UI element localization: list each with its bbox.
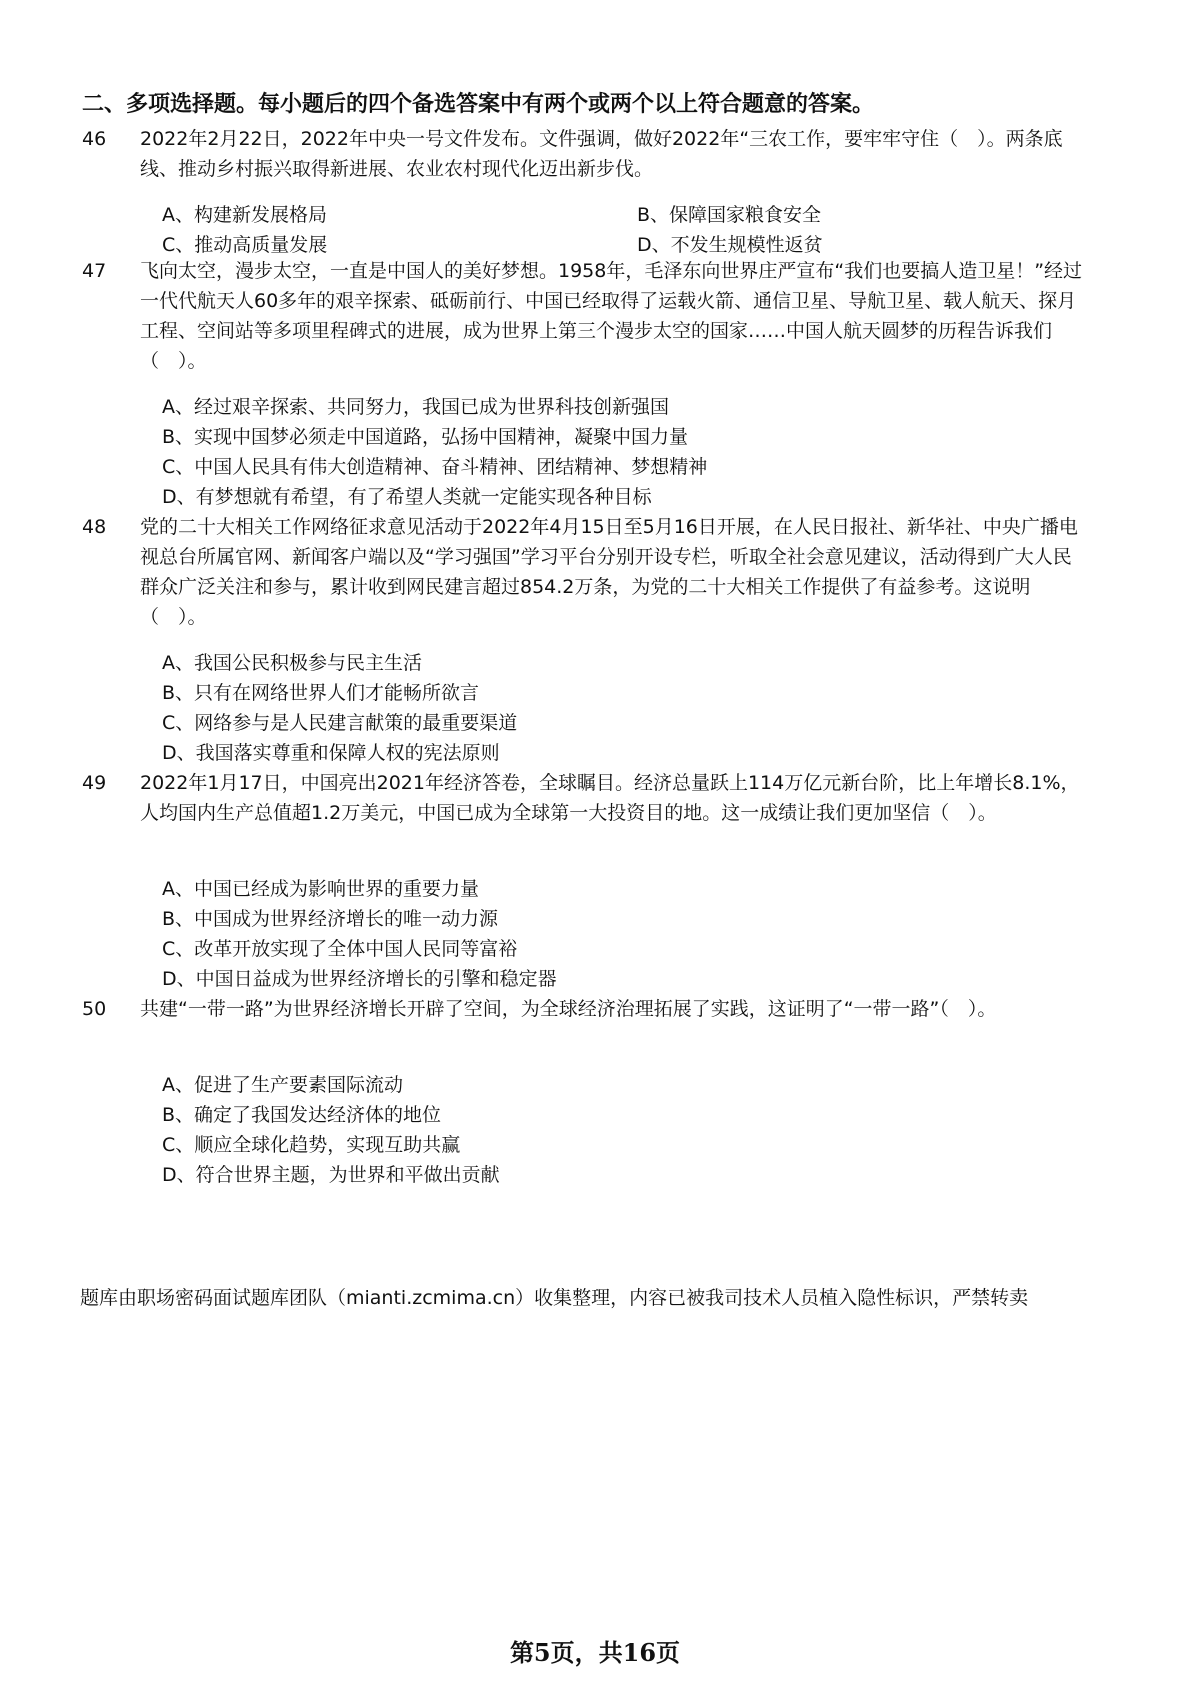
- option-b: B、确定了我国发达经济体的地位: [162, 1104, 442, 1126]
- option-a: A、中国已经成为影响世界的重要力量: [162, 878, 479, 900]
- option-a: A、促进了生产要素国际流动: [162, 1074, 403, 1096]
- question-number: 49: [82, 772, 107, 794]
- option-a: A、我国公民积极参与民主生活: [162, 652, 422, 674]
- option-c: C、推动高质量发展: [162, 234, 328, 256]
- footer-note: 题库由职场密码面试题库团队（mianti.zcmima.cn）收集整理，内容已被我司技术人员植入隐性标识，严禁转卖: [80, 1287, 1029, 1309]
- option-d: D、中国日益成为世界经济增长的引擎和稳定器: [162, 968, 557, 990]
- option-c: C、顺应全球化趋势，实现互助共赢: [162, 1134, 461, 1156]
- question-number: 46: [82, 128, 107, 150]
- option-c: C、中国人民具有伟大创造精神、奋斗精神、团结精神、梦想精神: [162, 456, 708, 478]
- option-b: B、实现中国梦必须走中国道路，弘扬中国精神，凝聚中国力量: [162, 426, 689, 448]
- question-stem: 共建“一带一路”为世界经济增长开辟了空间，为全球经济治理拓展了实践，这证明了“一带一路”（ ）。: [140, 998, 997, 1020]
- question-number: 48: [82, 516, 107, 538]
- option-d: D、有梦想就有希望，有了希望人类就一定能实现各种目标: [162, 486, 652, 508]
- option-a: A、经过艰辛探索、共同努力，我国已成为世界科技创新强国: [162, 396, 669, 418]
- option-b: B、中国成为世界经济增长的唯一动力源: [162, 908, 499, 930]
- question-number: 50: [82, 998, 107, 1020]
- option-b: B、只有在网络世界人们才能畅所欲言: [162, 682, 480, 704]
- option-d: D、符合世界主题，为世界和平做出贡献: [162, 1164, 500, 1186]
- option-d: D、不发生规模性返贫: [637, 234, 823, 256]
- option-b: B、保障国家粮食安全: [637, 204, 822, 226]
- question-stem: 飞向太空，漫步太空，一直是中国人的美好梦想。1958年，毛泽东向世界庄严宣布“我们也要搞人造卫星！”经过一代代航天人60多年的艰辛探索、砥砺前行、中国已经取得了运载火箭、通信卫星、导航卫星、载人航天、探月工程、空间站等多项里程碑式的进展，成为世界上第三个漫步太空的国家……中国人航天圆梦的历程告诉我们（ ）。: [140, 260, 1083, 372]
- question-stem: 党的二十大相关工作网络征求意见活动于2022年4月15日至5月16日开展，在人民日报社、新华社、中央广播电视总台所属官网、新闻客户端以及“学习强国”学习平台分别开设专栏，听取全社会意见建议，活动得到广大人民群众广泛关注和参与，累计收到网民建言超过854.2万条，为党的二十大相关工作提供了有益参考。这说明（ ）。: [140, 516, 1078, 628]
- question-number: 47: [82, 260, 107, 282]
- option-c: C、改革开放实现了全体中国人民同等富裕: [162, 938, 518, 960]
- option-a: A、构建新发展格局: [162, 204, 327, 226]
- option-c: C、网络参与是人民建言献策的最重要渠道: [162, 712, 518, 734]
- page-number: 第5页，共16页: [509, 1638, 681, 1667]
- question-stem: 2022年2月22日，2022年中央一号文件发布。文件强调，做好2022年“三农工作，要牢牢守住（ ）。两条底线、推动乡村振兴取得新进展、农业农村现代化迈出新步伐。: [140, 128, 1063, 180]
- option-d: D、我国落实尊重和保障人权的宪法原则: [162, 742, 500, 764]
- question-stem: 2022年1月17日，中国亮出2021年经济答卷，全球瞩目。经济总量跃上114万亿元新台阶，比上年增长8.1%，人均国内生产总值超1.2万美元，中国已成为全球第一大投资目的地。这一成绩让我们更加坚信（ ）。: [140, 772, 1080, 824]
- section-title: 二、多项选择题。每小题后的四个备选答案中有两个或两个以上符合题意的答案。: [82, 92, 875, 117]
